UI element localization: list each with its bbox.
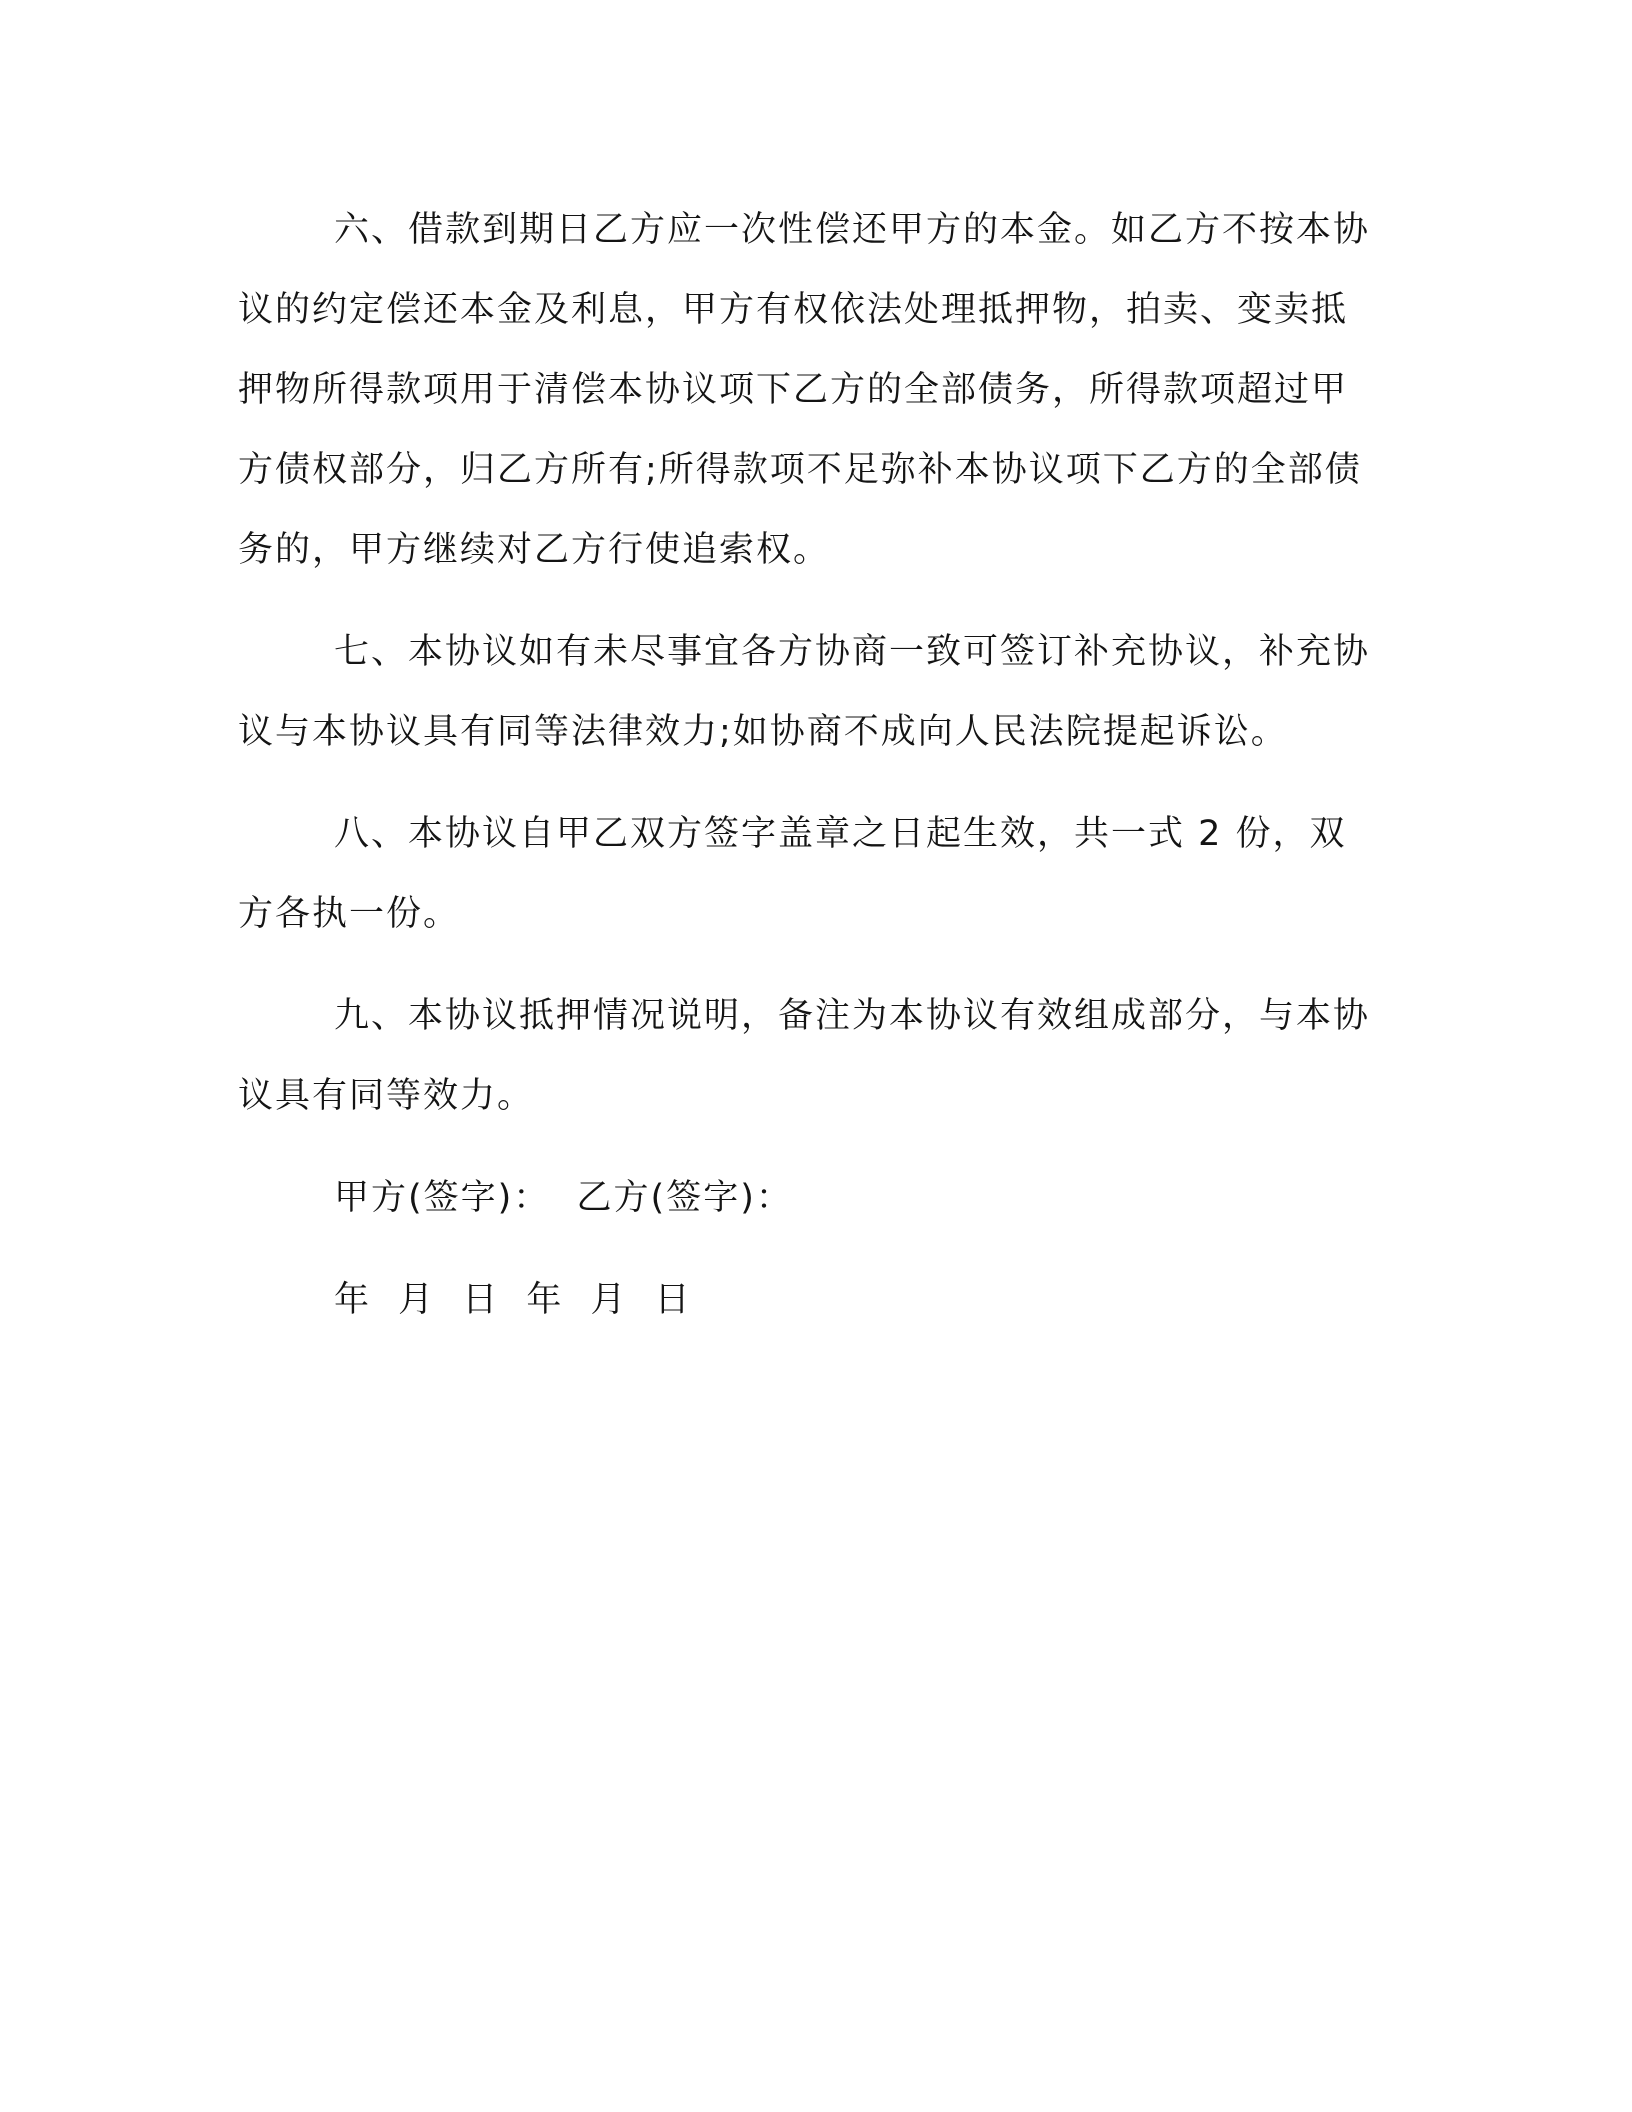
clause-7-paragraph: 七、本协议如有未尽事宜各方协商一致可签订补充协议，补充协议与本协议具有同等法律效力;如协商不成向人民法院提起诉讼。 xyxy=(238,632,1371,752)
clause-8-paragraph: 八、本协议自甲乙双方签字盖章之日起生效，共一式 2 份，双方各执一份。 xyxy=(238,814,1347,934)
date-line: 年 月 日 年 月 日 xyxy=(334,1280,699,1320)
signature-line: 甲方(签字)： 乙方(签字)： xyxy=(334,1178,793,1218)
clause-9-paragraph: 九、本协议抵押情况说明，备注为本协议有效组成部分，与本协议具有同等效力。 xyxy=(238,996,1371,1116)
document-body xyxy=(238,190,1378,1340)
clause-6-paragraph: 六、借款到期日乙方应一次性偿还甲方的本金。如乙方不按本协议的约定偿还本金及利息，甲方有权依法处理抵押物，拍卖、变卖抵押物所得款项用于清偿本协议项下乙方的全部债务，所得款项超过甲方债权部分，归乙方所有;所得款项不足弥补本协议项下乙方的全部债务的，甲方继续对乙方行使追索权。 xyxy=(238,210,1371,570)
